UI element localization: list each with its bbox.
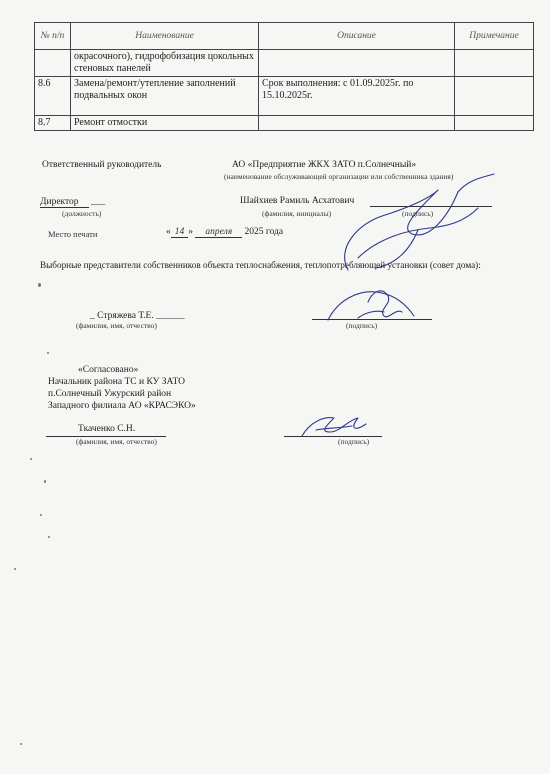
signature-caption: (подпись) <box>402 209 434 218</box>
scan-speck <box>40 514 42 516</box>
row-note <box>455 77 534 116</box>
row-description <box>259 50 455 77</box>
organization-name: АО «Предприятие ЖКХ ЗАТО п.Солнечный» <box>232 160 417 170</box>
organization-caption: (наименование обслуживающей организации или собственника здания) <box>224 172 454 181</box>
header-note: Примечание <box>455 23 534 50</box>
works-table <box>34 22 534 131</box>
position-caption: (должность) <box>62 209 102 218</box>
scan-speck <box>38 283 41 287</box>
representatives-label: Выборные представители собственников объекта теплоснабжения, теплопотребляющей установки (совет дома): <box>40 260 481 270</box>
header-description: Описание <box>259 23 455 50</box>
table-row <box>35 116 534 131</box>
representative-signature <box>318 282 428 330</box>
approval-name-caption: (фамилия, имя, отчество) <box>76 437 157 446</box>
table-header-row <box>35 23 534 50</box>
row-name: окрасочного), гидрофобизация цокольных стеновых панелей <box>71 50 259 77</box>
row-name: Замена/ремонт/утепление заполнений подвальных окон <box>71 77 259 116</box>
row-description <box>259 116 455 131</box>
scan-speck <box>14 568 16 570</box>
row-note <box>455 50 534 77</box>
scan-speck <box>47 352 49 354</box>
table-row <box>35 77 534 116</box>
row-num: 8.6 <box>35 77 71 116</box>
row-note <box>455 116 534 131</box>
representative-name-line: _ Стряжева Т.Е. ______ <box>90 311 185 321</box>
row-num: 8.7 <box>35 116 71 131</box>
approval-line-1: Начальник района ТС и КУ ЗАТО <box>48 377 186 387</box>
approval-signature <box>296 410 370 442</box>
approval-line-3: Западного филиала АО «КРАСЭКО» <box>48 401 196 411</box>
approval-heading: «Согласовано» <box>78 365 139 375</box>
scan-speck <box>20 743 22 745</box>
scan-speck <box>48 536 50 538</box>
row-num <box>35 50 71 77</box>
responsible-label: Ответственный руководитель <box>42 160 162 170</box>
row-description: Срок выполнения: с 01.09.2025г. по 15.10.2025г. <box>259 77 455 116</box>
header-num: № п/п <box>35 23 71 50</box>
approval-name: Ткаченко С.Н. <box>78 424 136 434</box>
scan-speck <box>30 458 32 460</box>
approval-date: « 14 » апреля 2025 года <box>166 227 284 237</box>
approval-signature-caption: (подпись) <box>338 437 370 446</box>
responsible-person: Шайхиев Рамиль Асхатович <box>240 196 355 206</box>
stamp-place: Место печати <box>48 229 98 239</box>
header-name: Наименование <box>71 23 259 50</box>
approval-line-2: п.Солнечный Ужурский район <box>48 389 172 399</box>
person-caption: (фамилия, инициалы) <box>262 209 332 218</box>
representative-caption: (фамилия, имя, отчество) <box>76 321 157 330</box>
scan-speck <box>44 480 46 483</box>
row-name: Ремонт отмостки <box>71 116 259 131</box>
table-row <box>35 50 534 77</box>
representative-signature-caption: (подпись) <box>346 321 378 330</box>
position-value: Директор ___ <box>40 197 106 207</box>
